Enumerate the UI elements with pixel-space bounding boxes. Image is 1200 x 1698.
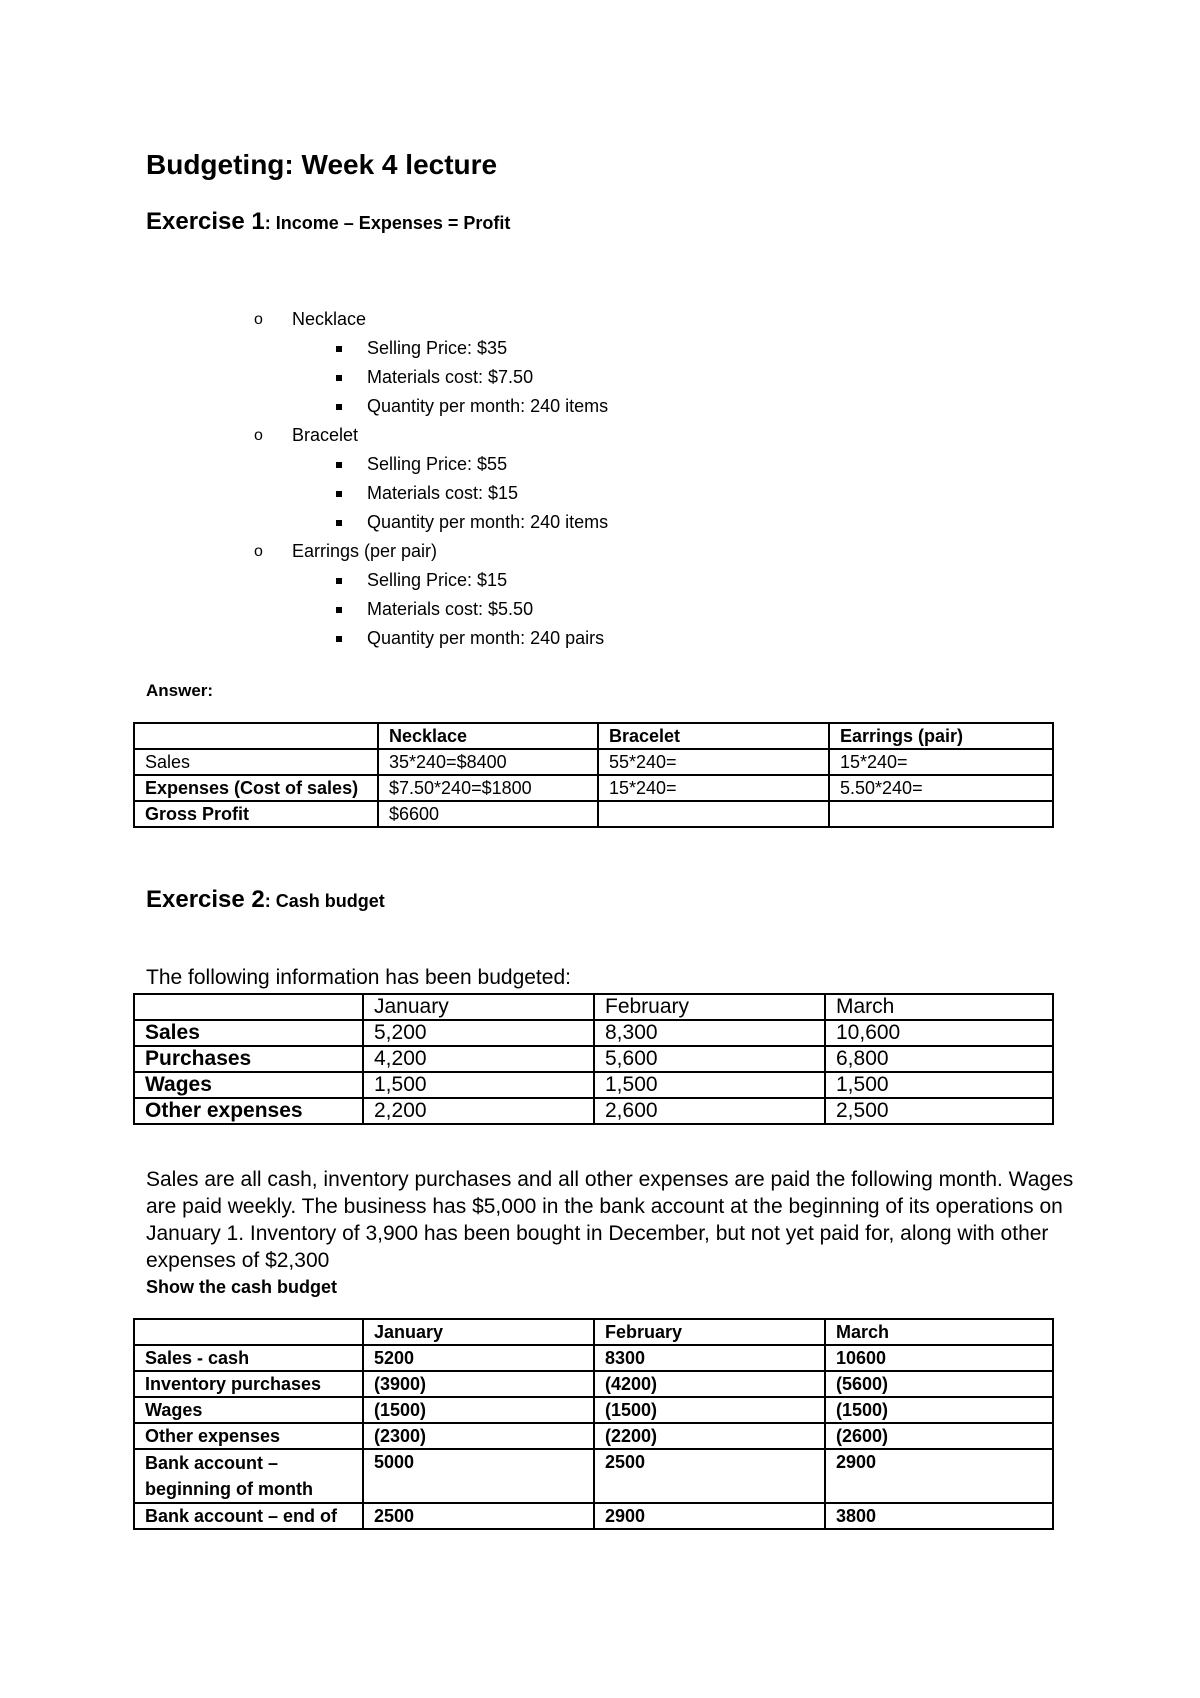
answer-label: Answer: bbox=[146, 681, 214, 700]
product-name: Necklace bbox=[292, 309, 367, 329]
row-label: Inventory purchases bbox=[134, 1371, 363, 1397]
table-cell: 1,500 bbox=[825, 1072, 1053, 1098]
table-cell: $6600 bbox=[378, 801, 598, 827]
table-cell: 2,500 bbox=[825, 1098, 1053, 1124]
table-cell: 2500 bbox=[594, 1449, 825, 1503]
table-header-cell: Earrings (pair) bbox=[829, 723, 1053, 749]
table-row bbox=[134, 1503, 1053, 1529]
show-cash-budget-label: Show the cash budget bbox=[146, 1277, 338, 1297]
product-list bbox=[254, 305, 608, 653]
row-label: Purchases bbox=[134, 1046, 363, 1072]
table-cell: (2200) bbox=[594, 1423, 825, 1449]
table-cell: 8,300 bbox=[594, 1020, 825, 1046]
table-cell: (4200) bbox=[594, 1371, 825, 1397]
table-cell: 10,600 bbox=[825, 1020, 1053, 1046]
table-header-cell: January bbox=[363, 1319, 594, 1345]
table-cell: 15*240= bbox=[598, 775, 829, 801]
square-bullet-icon bbox=[336, 520, 342, 526]
table-cell: 5000 bbox=[363, 1449, 594, 1503]
product-detail: Selling Price: $15 bbox=[367, 570, 508, 590]
table-cell: (1500) bbox=[825, 1397, 1053, 1423]
table-cell: (1500) bbox=[363, 1397, 594, 1423]
product-name: Earrings (per pair) bbox=[292, 541, 438, 561]
table-row bbox=[134, 1423, 1053, 1449]
row-label: Other expenses bbox=[134, 1098, 363, 1124]
table-row bbox=[134, 1072, 1053, 1098]
row-label: Expenses (Cost of sales) bbox=[134, 775, 378, 801]
table-cell: $7.50*240=$1800 bbox=[378, 775, 598, 801]
list-item bbox=[254, 537, 608, 566]
page-title: Budgeting: Week 4 lecture bbox=[146, 149, 498, 180]
list-item bbox=[254, 334, 608, 363]
table-header-cell: March bbox=[825, 994, 1053, 1020]
budget-intro: The following information has been budgeted: bbox=[146, 966, 571, 989]
exercise-1-label: Exercise 1 bbox=[146, 208, 265, 235]
table-header-cell: February bbox=[594, 994, 825, 1020]
table-cell: 35*240=$8400 bbox=[378, 749, 598, 775]
list-item bbox=[254, 595, 608, 624]
table-cell: 6,800 bbox=[825, 1046, 1053, 1072]
table-header-row bbox=[134, 994, 1053, 1020]
table-header-row bbox=[134, 723, 1053, 749]
row-label: Sales - cash bbox=[134, 1345, 363, 1371]
profit-table bbox=[133, 722, 1054, 828]
table-cell: 4,200 bbox=[363, 1046, 594, 1072]
table-cell: (2300) bbox=[363, 1423, 594, 1449]
circle-bullet-icon: o bbox=[254, 427, 263, 444]
list-item bbox=[254, 508, 608, 537]
exercise-1-subtitle: : Income – Expenses = Profit bbox=[264, 213, 511, 233]
table-header-row bbox=[134, 1319, 1053, 1345]
table-cell bbox=[598, 801, 829, 827]
table-cell: 2900 bbox=[825, 1449, 1053, 1503]
table-row bbox=[134, 1046, 1053, 1072]
row-label: Wages bbox=[134, 1072, 363, 1098]
row-label: Other expenses bbox=[134, 1423, 363, 1449]
table-row bbox=[134, 1371, 1053, 1397]
table-row bbox=[134, 1098, 1053, 1124]
product-name: Bracelet bbox=[292, 425, 359, 445]
table-row bbox=[134, 1397, 1053, 1423]
exercise-2-subtitle: : Cash budget bbox=[264, 891, 385, 911]
list-item bbox=[254, 305, 608, 334]
budget-description: Sales are all cash, inventory purchases and all other expenses are paid the following month. Wages are paid weekly. The business has $5,000 in the bank account at the beginning of its operations on January 1. Inventory of 3,900 has been bought in December, but not yet paid for, along with other expenses of $2,300 bbox=[146, 1168, 1074, 1272]
list-item bbox=[254, 421, 608, 450]
square-bullet-icon bbox=[336, 578, 342, 584]
table-cell: 1,500 bbox=[363, 1072, 594, 1098]
product-detail: Quantity per month: 240 items bbox=[367, 396, 609, 416]
table-cell bbox=[829, 801, 1053, 827]
list-item bbox=[254, 624, 608, 653]
table-header-cell: Bracelet bbox=[598, 723, 829, 749]
list-item bbox=[254, 363, 608, 392]
exercise-2-heading bbox=[146, 885, 385, 916]
table-cell: 8300 bbox=[594, 1345, 825, 1371]
table-header-cell bbox=[134, 723, 378, 749]
cash-budget-table bbox=[133, 1318, 1054, 1530]
table-row bbox=[134, 749, 1053, 775]
product-detail: Quantity per month: 240 pairs bbox=[367, 628, 605, 648]
table-cell: 5,600 bbox=[594, 1046, 825, 1072]
table-cell: 3800 bbox=[825, 1503, 1053, 1529]
list-item bbox=[254, 450, 608, 479]
table-header-cell: Necklace bbox=[378, 723, 598, 749]
exercise-1-heading bbox=[146, 207, 510, 238]
table-row bbox=[134, 1449, 1053, 1503]
circle-bullet-icon: o bbox=[254, 543, 263, 560]
table-header-cell: February bbox=[594, 1319, 825, 1345]
table-row bbox=[134, 775, 1053, 801]
list-item bbox=[254, 479, 608, 508]
product-detail: Selling Price: $55 bbox=[367, 454, 508, 474]
row-label: Sales bbox=[134, 749, 378, 775]
product-detail: Quantity per month: 240 items bbox=[367, 512, 609, 532]
table-cell: 10600 bbox=[825, 1345, 1053, 1371]
table-row bbox=[134, 801, 1053, 827]
row-label: Bank account – beginning of month bbox=[134, 1449, 363, 1503]
table-cell: 5.50*240= bbox=[829, 775, 1053, 801]
budget-info-table bbox=[133, 993, 1054, 1125]
row-label: Wages bbox=[134, 1397, 363, 1423]
table-cell: 2900 bbox=[594, 1503, 825, 1529]
square-bullet-icon bbox=[336, 404, 342, 410]
product-detail: Materials cost: $15 bbox=[367, 483, 519, 503]
product-detail: Materials cost: $5.50 bbox=[367, 599, 534, 619]
circle-bullet-icon: o bbox=[254, 311, 263, 328]
square-bullet-icon bbox=[336, 375, 342, 381]
exercise-2-label: Exercise 2 bbox=[146, 886, 265, 913]
table-cell: (5600) bbox=[825, 1371, 1053, 1397]
table-cell: (2600) bbox=[825, 1423, 1053, 1449]
list-item bbox=[254, 392, 608, 421]
square-bullet-icon bbox=[336, 491, 342, 497]
list-item bbox=[254, 566, 608, 595]
table-header-cell bbox=[134, 994, 363, 1020]
table-cell: 2500 bbox=[363, 1503, 594, 1529]
table-cell: 5,200 bbox=[363, 1020, 594, 1046]
table-row bbox=[134, 1345, 1053, 1371]
square-bullet-icon bbox=[336, 636, 342, 642]
row-label: Gross Profit bbox=[134, 801, 378, 827]
table-cell: (3900) bbox=[363, 1371, 594, 1397]
table-cell: 55*240= bbox=[598, 749, 829, 775]
product-detail: Selling Price: $35 bbox=[367, 338, 508, 358]
table-header-cell: March bbox=[825, 1319, 1053, 1345]
table-cell: 15*240= bbox=[829, 749, 1053, 775]
square-bullet-icon bbox=[336, 462, 342, 468]
table-header-cell bbox=[134, 1319, 363, 1345]
table-cell: (1500) bbox=[594, 1397, 825, 1423]
product-detail: Materials cost: $7.50 bbox=[367, 367, 534, 387]
table-cell: 1,500 bbox=[594, 1072, 825, 1098]
table-cell: 2,200 bbox=[363, 1098, 594, 1124]
table-header-cell: January bbox=[363, 994, 594, 1020]
square-bullet-icon bbox=[336, 607, 342, 613]
table-row bbox=[134, 1020, 1053, 1046]
row-label: Bank account – end of bbox=[134, 1503, 363, 1529]
table-cell: 5200 bbox=[363, 1345, 594, 1371]
table-cell: 2,600 bbox=[594, 1098, 825, 1124]
square-bullet-icon bbox=[336, 346, 342, 352]
row-label: Sales bbox=[134, 1020, 363, 1046]
